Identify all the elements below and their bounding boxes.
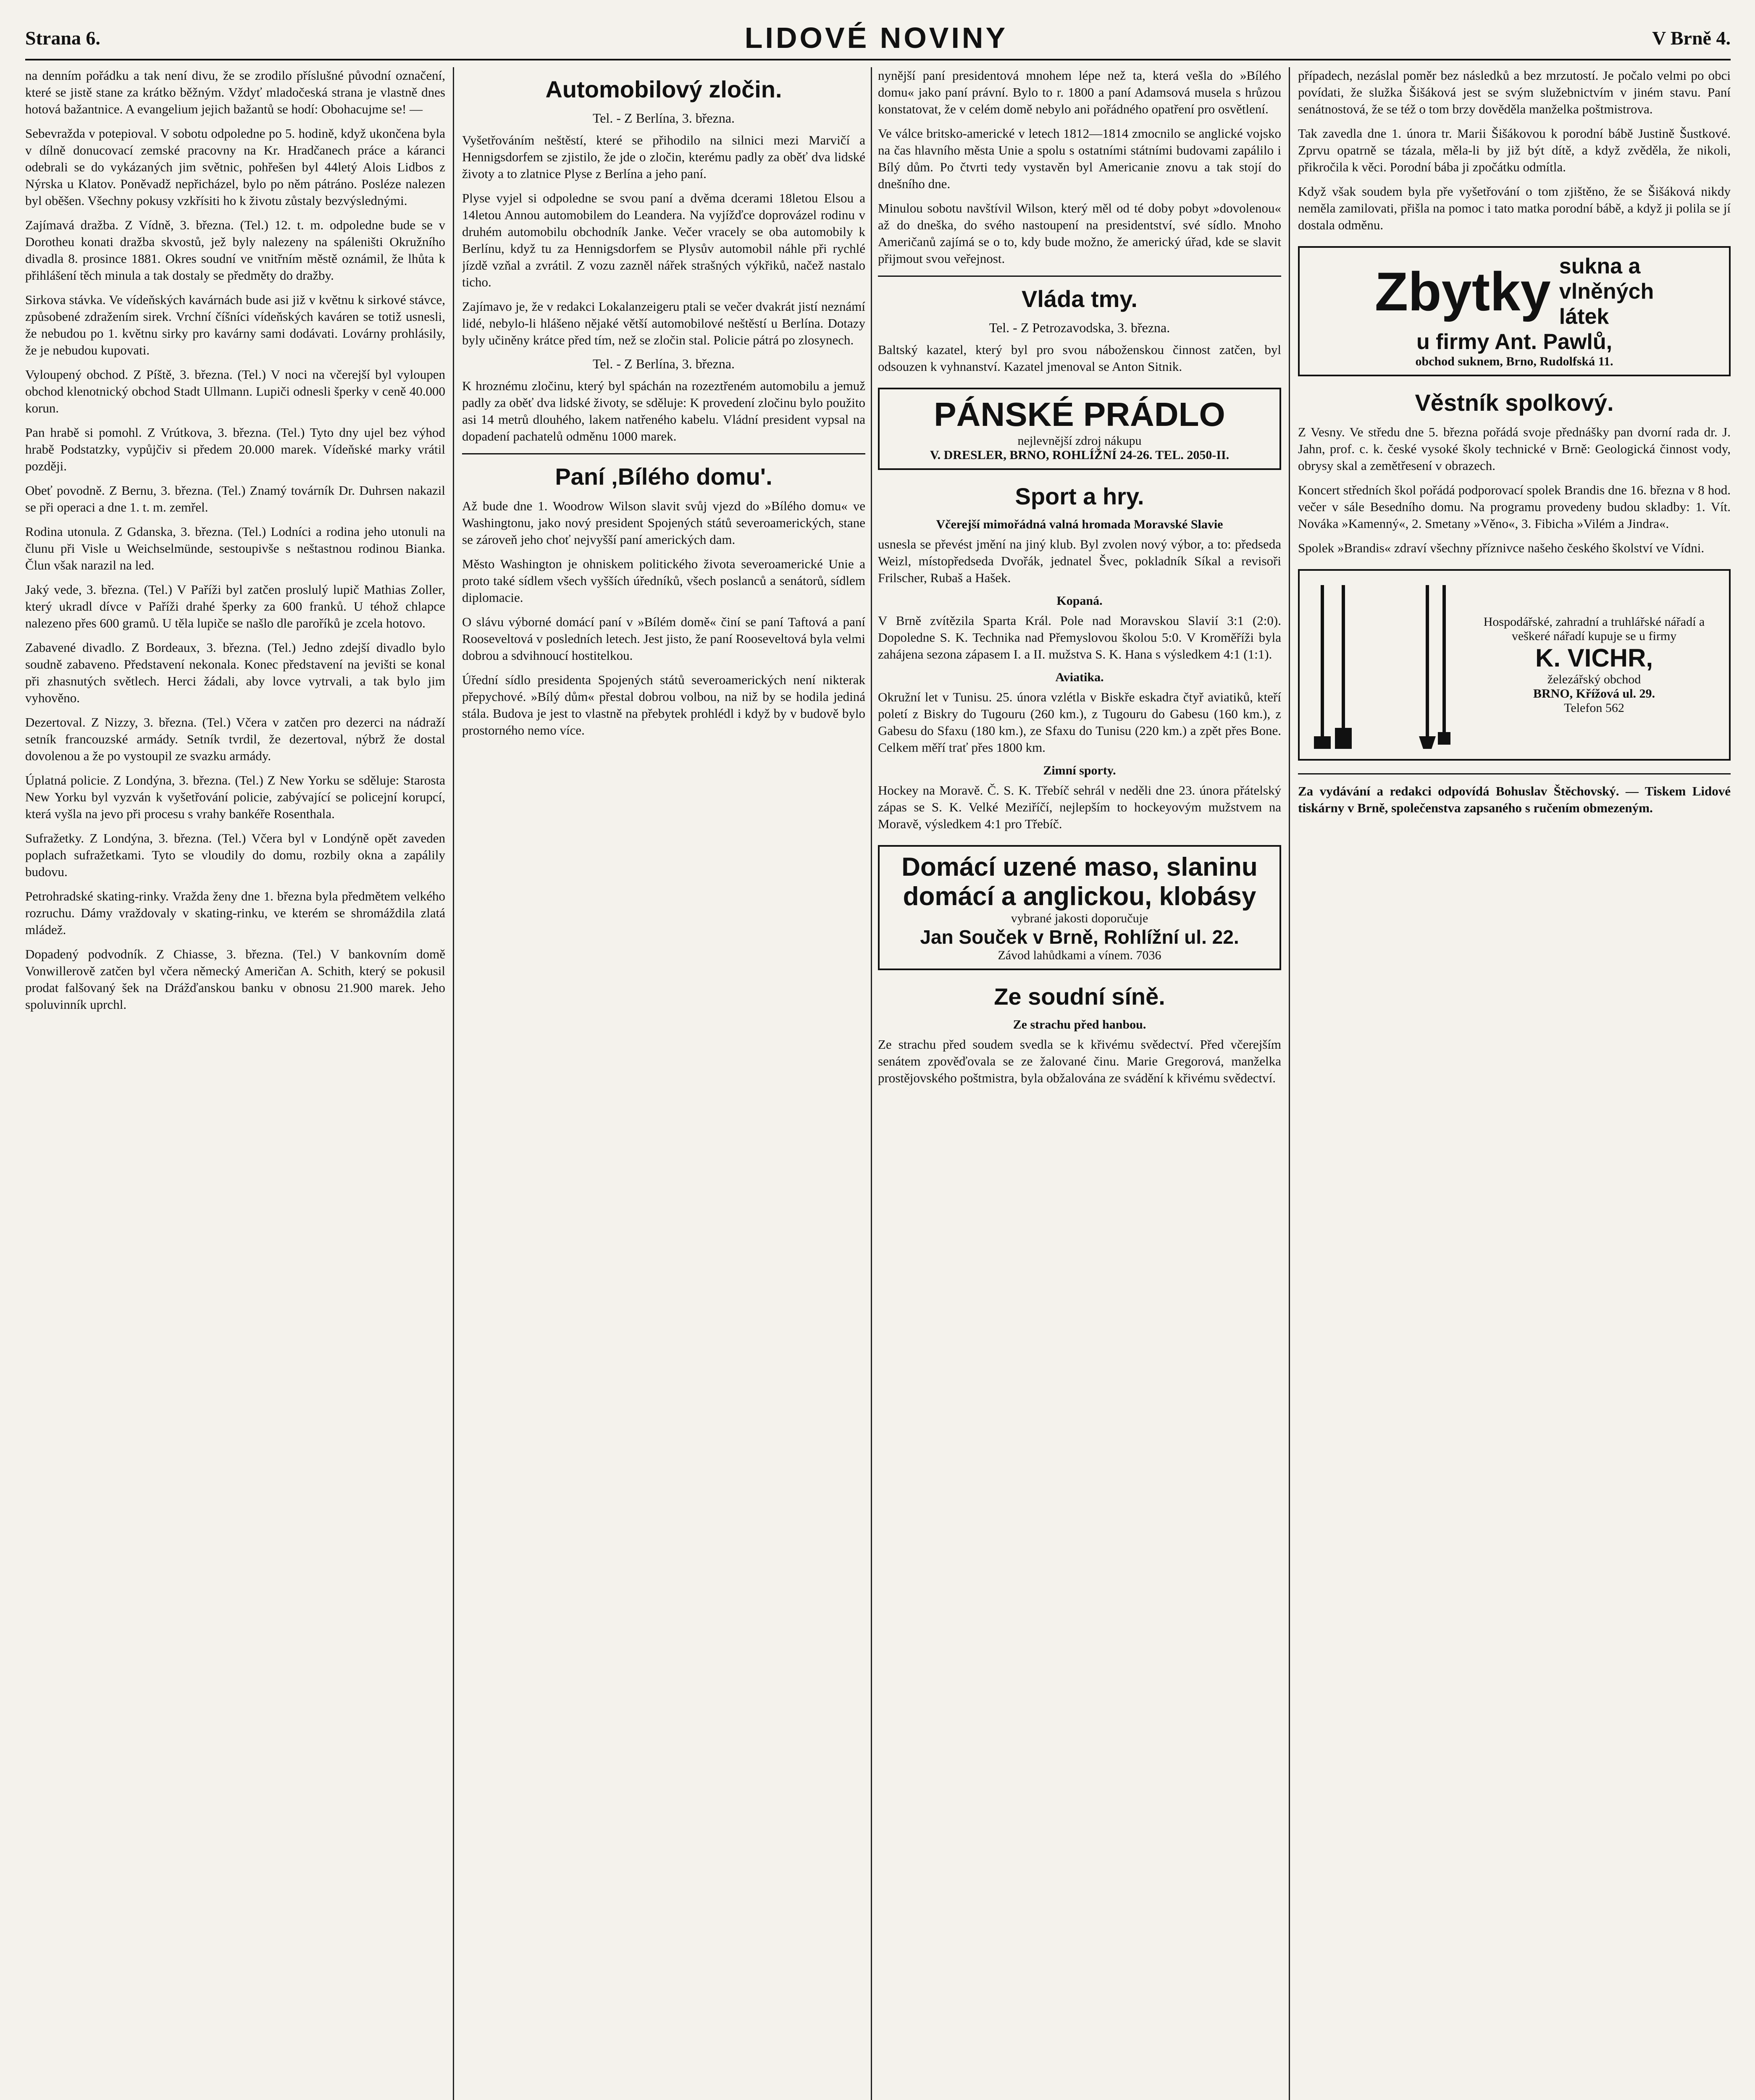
article-paragraph: Minulou sobotu navštívil Wilson, který měl od té doby pobyt »dovolenou« až do dneška, do svého nastoupení na presidentství, své sídlo. Mnoho Američanů zajímá se o to, kdy bude možno, že americký úřad, kde se slavit přijmout svou veřejnost.	[878, 201, 1281, 266]
article-paragraph: Dopadený podvodník. Z Chiasse, 3. března. (Tel.) V bankovním domě Vonwillerově zatčen byl včera německý Američan A. Schith, který se pokusil prodat falšovaný šek na Drážďanskou banku v obnosu 21.900 marek. Jeho spoluvinník uprchl.	[25, 947, 445, 1012]
dateline-place: V Brně 4.	[1652, 27, 1731, 49]
section-divider	[878, 276, 1281, 277]
section-label: Zimní sporty.	[1043, 764, 1116, 777]
ad-phone: Telefon 562	[1564, 701, 1624, 715]
article-dateline: Tel. - Z Petrozavodska, 3. března.	[989, 320, 1170, 335]
article-paragraph: Petrohradské skating-rinky. Vražda ženy dne 1. března byla předmětem velkého rozruchu. Dámy vraždovaly v skating-rinku, ve kterém se shromáždila zlatá mládež.	[25, 889, 445, 937]
article-paragraph: Plyse vyjel si odpoledne se svou paní a dvěma dcerami 18letou Elsou a 14letou Annou automobilem do Leandera. Na vyjížďce doprovázel rodinu v druhém automobilu obchodník Janke. Večer vracely se oba automobily k Berlínu, když tu za Hennigsdorfem se Plysův automobil náhle při rychlé jízdě vzňal a zvrátil. Z vozu zazněl nářek strašných výkřiků, načež nastalo ticho.	[462, 191, 865, 289]
article-paragraph: Sufražetky. Z Londýna, 3. března. (Tel.) Včera byl v Londýně opět zaveden poplach sufražetkami. Tyto se vloudily do domu, rozbily okna a zapálily budovu.	[25, 831, 445, 879]
article-paragraph: případech, nezáslal poměr bez následků a bez mrzutostí. Je počalo velmi po obci povídati, že služka Šišáková jest se svým služebnictvím v jiném stavu. Paní senátnostová, že se též o tom brzy dověděla manželka poštmistrova.	[1298, 68, 1731, 116]
newspaper-title: LIDOVÉ NOVINY	[744, 21, 1008, 54]
article-paragraph: Dezertoval. Z Nizzy, 3. března. (Tel.) Včera v zatčen pro dezerci na nádraží setník francouzské armády. Setník tvrdil, že dezertoval, nýbrž že dostal dovolenou a že po vystoupil ze svazku armády.	[25, 715, 445, 763]
section-divider	[462, 453, 865, 454]
article-paragraph: usnesla se převést jmění na jiný klub. Byl zvolen nový výbor, a to: předseda Weizl, místopředseda Dvořák, jednatel Švec, pokladník Síkal a revisoři Frilscher, Rubaš a Hašek.	[878, 537, 1281, 585]
ad-title: Domácí uzené maso, slaninu domácí a anglickou, klobásy	[901, 853, 1258, 911]
article-paragraph: K hroznému zločinu, který byl spáchán na rozeztřeném automobilu a jemuž padly za oběť dva lidské životy, se sděluje: K provedení zločinu bylo použito asi 14 metrů dlouhého, lakem natřeného kabelu. Vládní president vypsal na dopadení pachatelů odměnu 1000 marek.	[462, 378, 865, 444]
ad-address: obchod suknem, Brno, Rudolfská 11.	[1415, 354, 1613, 368]
article-paragraph: Až bude dne 1. Woodrow Wilson slavit svůj vjezd do »Bílého domu« ve Washingtonu, jako nový president Spojených států severoamerických, stane se zároveň jeho choť nejvyšší paní amerických dam.	[462, 499, 865, 547]
column-rule	[1289, 67, 1290, 2100]
article-paragraph: Ze strachu před soudem svedla se k křivému svědectví. Před včerejším senátem zpověďovala se ze žalované činu. Marie Gregorová, manželka prostějovského poštmistra, byla obžalována ze svádění k křivému svědectví.	[878, 1037, 1281, 1085]
article-subhead: Včerejší mimořádná valná hromada Moravské Slavie	[936, 517, 1223, 531]
article-paragraph: Sirkova stávka. Ve vídeňských kavárnách bude asi již v květnu k sirkové stávce, způsobené zdražením sirek. Vrchní číšníci vídeňských kaváren se totiž usnesli, že nebudou po 1. květnu sirky pro kavárny sami dodávati. Lovárny prohlásily, že je nebudou kupovati.	[25, 292, 445, 357]
article-dateline: Tel. - Z Berlína, 3. března.	[592, 110, 735, 126]
article-paragraph: Jaký vede, 3. března. (Tel.) V Paříži byl zatčen proslulý lupič Mathias Zoller, který ukradl dívce v Paříži drahé šperky za 600 franků. U téhož chlapce nalezeno přes 600 gramů. U těla lupiče se našlo dle paroříků je zcela hotovo.	[25, 582, 445, 630]
article-paragraph: Vyloupený obchod. Z Píště, 3. března. (Tel.) V noci na včerejší byl vyloupen obchod klenotnický obchod Stadt Ullmann. Lupiči odnesli šperky v ceně 40.000 korun.	[25, 367, 445, 415]
article-paragraph: O slávu výborné domácí paní v »Bílém domě« činí se paní Taftová a paní Rooseveltová v posledních letech. Jest jisto, že paní Rooseveltová byla velmi dobrou a sdvihnoucí hostitelkou.	[462, 614, 865, 663]
ad-address: Závod lahůdkami a vínem. 7036	[998, 948, 1161, 962]
ad-title: Zbytky	[1374, 261, 1551, 322]
article-paragraph: Město Washington je ohniskem politického života severoamerické Unie a proto také sídlem všech vyšších úředníků, všech poslanců a senátorů, sídlem diplomacie.	[462, 556, 865, 605]
article-paragraph: Z Vesny. Ve středu dne 5. března pořádá svoje přednášky pan dvorní rada dr. J. Jahn, prof. c. k. české vysoké školy technické v Brně: Geologická činnost vody, obrysy skal a zemětřesení v obrazech.	[1298, 425, 1731, 473]
ad-address: V. DRESLER, BRNO, ROHLÍŽNÍ 24-26. TEL. 2050-II.	[930, 448, 1230, 462]
ad-line: látek	[1559, 304, 1609, 329]
ad-subtitle: vybrané jakosti doporučuje	[1011, 911, 1148, 925]
article-paragraph: Zabavené divadlo. Z Bordeaux, 3. března. (Tel.) Jedno zdejší divadlo bylo soudně zabaveno. Představení nekonala. Konec představení na jevišti se konal při zhasnutých světlech. Herci žádali, aby lovce vytrvali, a tak bylo jim vyhověno.	[25, 640, 445, 705]
article-paragraph: Pan hrabě si pomohl. Z Vrútkova, 3. března. (Tel.) Tyto dny ujel bez výhod hrabě Podstatzky, vypůjčiv si předem 20.000 marek. Vídeňské marky vrátil později.	[25, 425, 445, 473]
ad-address: BRNO, Křížová ul. 29.	[1533, 686, 1655, 701]
article-headline: Automobilový zločin.	[545, 76, 782, 102]
article-paragraph: Ve válce britsko-americké v letech 1812—1814 zmocnilo se anglické vojsko na čas hlavního města Unie a spolu s ostatními státními budovami zapálilo i Bílý dům. Po čtvrti tedy vystavěn byl Americanie znovu a tak stojí do dnešního dne.	[878, 126, 1281, 191]
ad-line: vlněných	[1559, 279, 1654, 304]
ad-name: K. VICHR,	[1535, 643, 1653, 672]
section-label: Aviatika.	[1055, 670, 1104, 684]
article-subhead: Ze strachu před hanbou.	[1013, 1018, 1146, 1032]
article-paragraph: V Brně zvítězila Sparta Král. Pole nad Moravskou Slavií 3:1 (2:0). Dopoledne S. K. Technika nad Přemyslovou školou 5:0. V Kroměříži byla zahájena sezona zápasem I. a II. mužstva S. K. Hana s výsledkem 4:1 (1:1).	[878, 613, 1281, 662]
remnants-advertisement	[1298, 246, 1731, 376]
article-paragraph: Hockey na Moravě. Č. S. K. Třebíč sehrál v neděli dne 23. února přátelský zápas se S. K. Velké Meziříčí, nejlepším to hockeyovým mužstvem na Moravě, výsledkem 4:1 pro Třebíč.	[878, 783, 1281, 831]
ad-line: Hospodářské, zahradní a truhlářské nářadí a veškeré nářadí kupuje se u firmy	[1483, 614, 1705, 643]
article-paragraph: Okružní let v Tunisu. 25. února vzlétla v Biskře eskadra čtyř aviatiků, kteří poletí z Biskry do Tugouru (260 km.), z Tugouru do Gabesu (160 km.), z Gabesu do Sfaxu (180 km.), ze Sfaxu do Tunisu (220 km.) a zpět přes Bone. Celkem měří trať přes 1800 km.	[878, 690, 1281, 755]
section-label: Kopaná.	[1056, 594, 1103, 608]
article-headline: Ze soudní síně.	[994, 983, 1165, 1010]
article-headline: Věstník spolkový.	[1415, 389, 1614, 416]
article-paragraph: Rodina utonula. Z Gdanska, 3. března. (Tel.) Lodníci a rodina jeho utonuli na člunu při Visle u Weichselmünde, sestoupivše s neštastnou rodinou Bianka. Člun však narazil na led.	[25, 524, 445, 572]
article-paragraph: Sebevražda v potepioval. V sobotu odpoledne po 5. hodině, když ukončena byla v dílně donucovací zemské pracovny na Kr. Hradčanech práce a káranci odebrali se do vykázaných jim světnic, pohřešen byl 44letý Alois Lidbos z Nýrska u Klatov. Poněvadž nepřicházel, bylo po něm pátráno. Posléze nalezen byl oběšen. Všechny pokusy vzkřísiti ho k životu zůstaly bezvýslednými.	[25, 126, 445, 208]
section-divider	[1298, 773, 1731, 774]
column-2	[462, 67, 865, 2100]
article-headline: Vláda tmy.	[1022, 286, 1138, 312]
article-paragraph: Zajímavo je, že v redakci Lokalanzeigeru ptali se večer dvakrát jistí neznámí lidé, nebylo-li hlášeno nějaké větší automobilové neštěstí u Berlína. Dotazy byly učiněny krátce před tím, než se zločin stal. Policie pátrá po zlosynech.	[462, 299, 865, 347]
column-4	[1298, 67, 1731, 2100]
article-paragraph: Obeť povodně. Z Bernu, 3. března. (Tel.) Znamý továrník Dr. Duhrsen nakazil se při operaci a dne 1. t. m. zemřel.	[25, 483, 445, 514]
laundry-advertisement	[878, 388, 1281, 470]
article-headline: Sport a hry.	[1015, 483, 1144, 509]
tools-illustration	[1306, 577, 1457, 753]
hardware-advertisement	[1298, 569, 1731, 761]
ad-title: PÁNSKÉ PRÁDLO	[934, 396, 1225, 433]
column-rule	[453, 67, 454, 2100]
masthead	[25, 17, 1731, 60]
article-dateline: Tel. - Z Berlína, 3. března.	[592, 356, 735, 371]
article-paragraph: Úplatná policie. Z Londýna, 3. března. (Tel.) Z New Yorku se sděluje: Starosta New Yorku byl vyzván k vyšetřování policie, zabývající se policejní korupcí, která vyšla na jevo při procesu s vrahy bankéře Rosenthala.	[25, 773, 445, 821]
article-paragraph: Úřední sídlo presidenta Spojených států severoamerických není nikterak přepychové. »Bílý dům« přestal dobrou volbou, na niž by se hodila jediná stála. Budova je jest to vlastně na přebytek prohlédl i když by v budově bylo prostorného nemo více.	[462, 672, 865, 738]
ad-subtitle: nejlevnější zdroj nákupu	[1017, 434, 1142, 448]
article-paragraph: Tak zavedla dne 1. února tr. Marii Šišákovou k porodní bábě Justině Šustkové. Zprvu opatrně se tázala, měla-li by již být dítě, a když zvěděla, že nikoli, přikročila k věci. Porodní bába ji zpočátku odmítla.	[1298, 126, 1731, 174]
article-paragraph: Baltský kazatel, který byl pro svou náboženskou činnost zatčen, byl odsouzen k vyhnanství. Kazatel jmenoval se Anton Sitnik.	[878, 342, 1281, 374]
column-1	[25, 67, 445, 2100]
article-paragraph: Vyšetřováním neštěstí, které se přihodilo na silnici mezi Marvičí a Hennigsdorfem se zjistilo, že jde o zločin, kterému padly za oběť dva lidské životy a to zlatnice Plyse z Berlína a jeho paní.	[462, 133, 865, 181]
ad-name: Jan Souček v Brně, Rohlížní ul. 22.	[920, 926, 1239, 948]
ad-line: železářský obchod	[1547, 672, 1641, 686]
ad-firm: u firmy Ant. Pawlů,	[1416, 330, 1613, 354]
article-paragraph: Koncert středních škol pořádá podporovací spolek Brandis dne 16. března v 8 hod. večer v sále Besedního domu. Na programu provedeny budou skladby: 1. Vít. Nováka »Kamenný«, 2. Smetany »Věno«, 3. Fibicha »Vilém a Jindra«.	[1298, 483, 1731, 531]
meat-advertisement	[878, 845, 1281, 970]
column-rule	[871, 67, 872, 2100]
article-headline: Paní ‚Bílého domu'.	[555, 463, 772, 490]
article-paragraph: na denním pořádku a tak není divu, že se zrodilo příslušné původní označení, které se jistě stane za krátko běžným. Vždyť mladočeská strana je vlastně dnes hotová bažantnice. A evangelium jejich bažantů se hodí: Obohacujme se! —	[25, 68, 445, 116]
column-3	[878, 67, 1281, 2100]
article-paragraph: Zajímavá dražba. Z Vídně, 3. března. (Tel.) 12. t. m. odpoledne bude se v Dorotheu konati dražba skvostů, jež byly nalezeny na spáleništi Okružního divadla 8. prosince 1881. Okres soudní ve vnitřním městě oznámil, že lhůta k přihlášení těch minula a tak dostaly se předměty do dražby.	[25, 218, 445, 283]
ad-line: sukna a	[1559, 254, 1641, 278]
article-paragraph: Spolek »Brandis« zdraví všechny příznivce našeho českého školství ve Vídni.	[1298, 541, 1705, 555]
article-paragraph: nynější paní presidentová mnohem lépe než ta, která vešla do »Bílého domu« jako paní právní. Bylo to r. 1800 a paní Adamsová musela s hrůzou konstatovat, že v celém domě nebylo ani pořádného opatření pro osvětlení.	[878, 68, 1281, 116]
page-number: Strana 6.	[25, 27, 100, 49]
article-paragraph: Když však soudem byla pře vyšetřování o tom zjištěno, že se Šišáková nikdy neměla zamilovati, přišla na pomoc i tato matka porodní bábě, a když ji polila se jí dostala odměnu.	[1298, 184, 1731, 232]
imprint: Za vydávání a redakci odpovídá Bohuslav Štěchovský. — Tiskem Lidové tiskárny v Brně, společenstva zapsaného s ručením obmezeným.	[1298, 784, 1731, 815]
